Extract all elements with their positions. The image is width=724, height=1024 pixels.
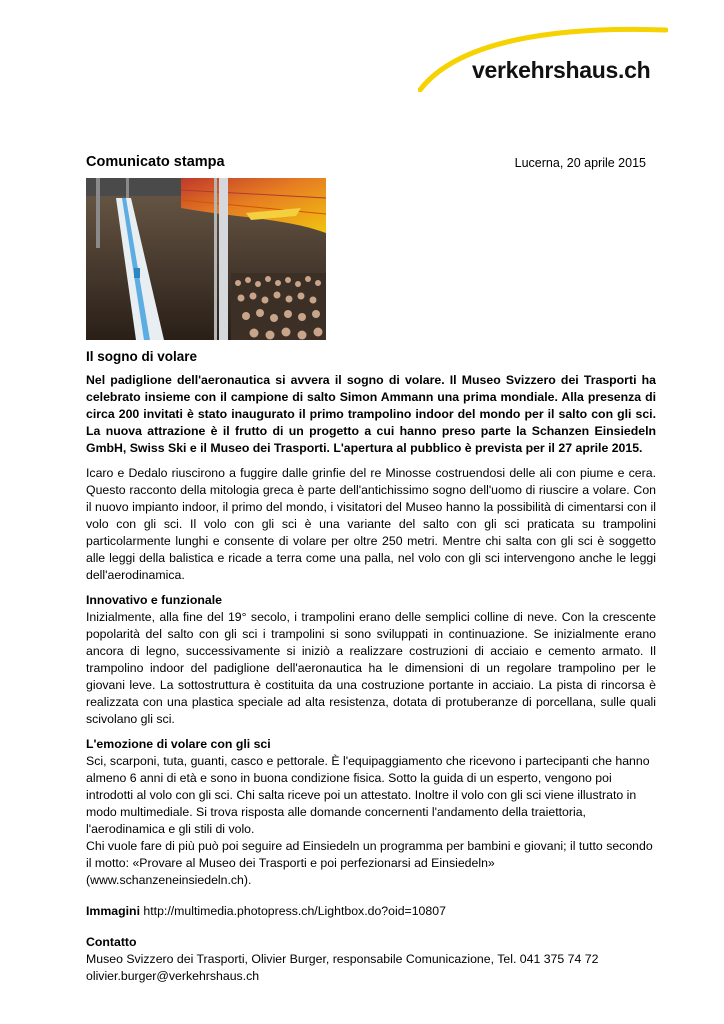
article-headline: Il sogno di volare [86, 349, 198, 364]
section-body-einsiedeln: Chi vuole fare di più può poi seguire ad Einsiedeln un programma per bambini e giovani; il tutto secondo il motto: «Provare al Museo dei Trasporti e poi perfezionarsi ad Einsiedeln» (www.schanzeneinsiedeln.ch). [86, 839, 653, 887]
section-heading-innovativo: Innovativo e funzionale [86, 593, 222, 607]
contact-details: Museo Svizzero dei Trasporti, Olivier Burger, responsabile Comunicazione, Tel. 041 375 74 72 [86, 952, 599, 966]
contact-heading: Contatto [86, 935, 137, 949]
images-line [86, 903, 656, 920]
article-photo [86, 178, 326, 340]
lead-paragraph: Nel padiglione dell'aeronautica si avvera il sogno di volare. Il Museo Svizzero dei Trasporti ha celebrato insieme con il campione di salto Simon Ammann una prima mondiale. Alla presenza di circa 200 invitati è stato inaugurato il primo trampolino indoor del mondo per il salto con gli sci. La nuova attrazione è il frutto di un progetto a cui hanno preso parte la Schanzen Einsiedeln GmbH, Swiss Ski e il Museo dei Trasporti. L'apertura al pubblico è prevista per il 27 aprile 2015. [86, 373, 656, 455]
dateline: Lucerna, 20 aprile 2015 [514, 156, 646, 170]
logo-wordmark[interactable]: verkehrshaus.ch [472, 57, 651, 83]
photo-illustration [86, 178, 326, 340]
section-body-innovativo: Inizialmente, alla fine del 19° secolo, i trampolini erano delle semplici colline di neve. Con la crescente popolarità del salto con gli sci i trampolini si sono sviluppati in continuazione. Se inizialmente erano ancora di legno, successivamente si iniziò a realizzare costruzioni di acciaio e cemento armato. Il trampolino indoor del padiglione dell'aeronautica ha le dimensioni di un regolare trampolino per le giovani leve. La sottostruttura è costituita da una costruzione portante in acciaio. La pista di rincorsa è realizzata con una plastica speciale ad alta resistenza, dotata di protuberanze di porcellana, sulle quali scivolano gli sci. [86, 610, 656, 726]
images-link[interactable]: http://multimedia.photopress.ch/Lightbox.do?oid=10807 [143, 904, 446, 918]
images-label: Immagini [86, 904, 140, 918]
article-body [86, 372, 656, 985]
section-heading-emozione: L'emozione di volare con gli sci [86, 737, 271, 751]
section-body-emozione: Sci, scarponi, tuta, guanti, casco e pettorale. È l'equipaggiamento che ricevono i partecipanti che hanno almeno 6 anni di età e sono in buona condizione fisica. Sotto la guida di un esperto, vengono poi introdotti al volo con gli sci. Chi salta riceve poi un attestato. Inoltre il volo con gli sci viene illustrato in modo multimediale. Si trova risposta alle domande concernenti l'andamento della traiettoria, l'aerodinamica e gli stili di volo. [86, 754, 650, 836]
intro-paragraph: Icaro e Dedalo riuscirono a fuggire dalle grinfie del re Minosse costruendosi delle ali con piume e cera. Questo racconto della mitologia greca è parte dell'antichissimo sogno dell'uomo di riuscire a volare. Con il nuovo impianto indoor, il primo del mondo, i visitatori del Museo hanno la possibilità di cimentarsi con il volo con gli sci. Il volo con gli sci è una variante del salto con gli sci praticata su trampolini particolarmente lunghi e consente di volare per oltre 250 metri. Mentre chi salta con gli sci è soggetto alle leggi della balistica e ricade a terra come una palla, nel volo con gli sci intervengono anche le leggi dell'aerodinamica. [86, 466, 656, 582]
contact-email[interactable]: olivier.burger@verkehrshaus.ch [86, 969, 260, 983]
page-title: Comunicato stampa [86, 154, 225, 170]
